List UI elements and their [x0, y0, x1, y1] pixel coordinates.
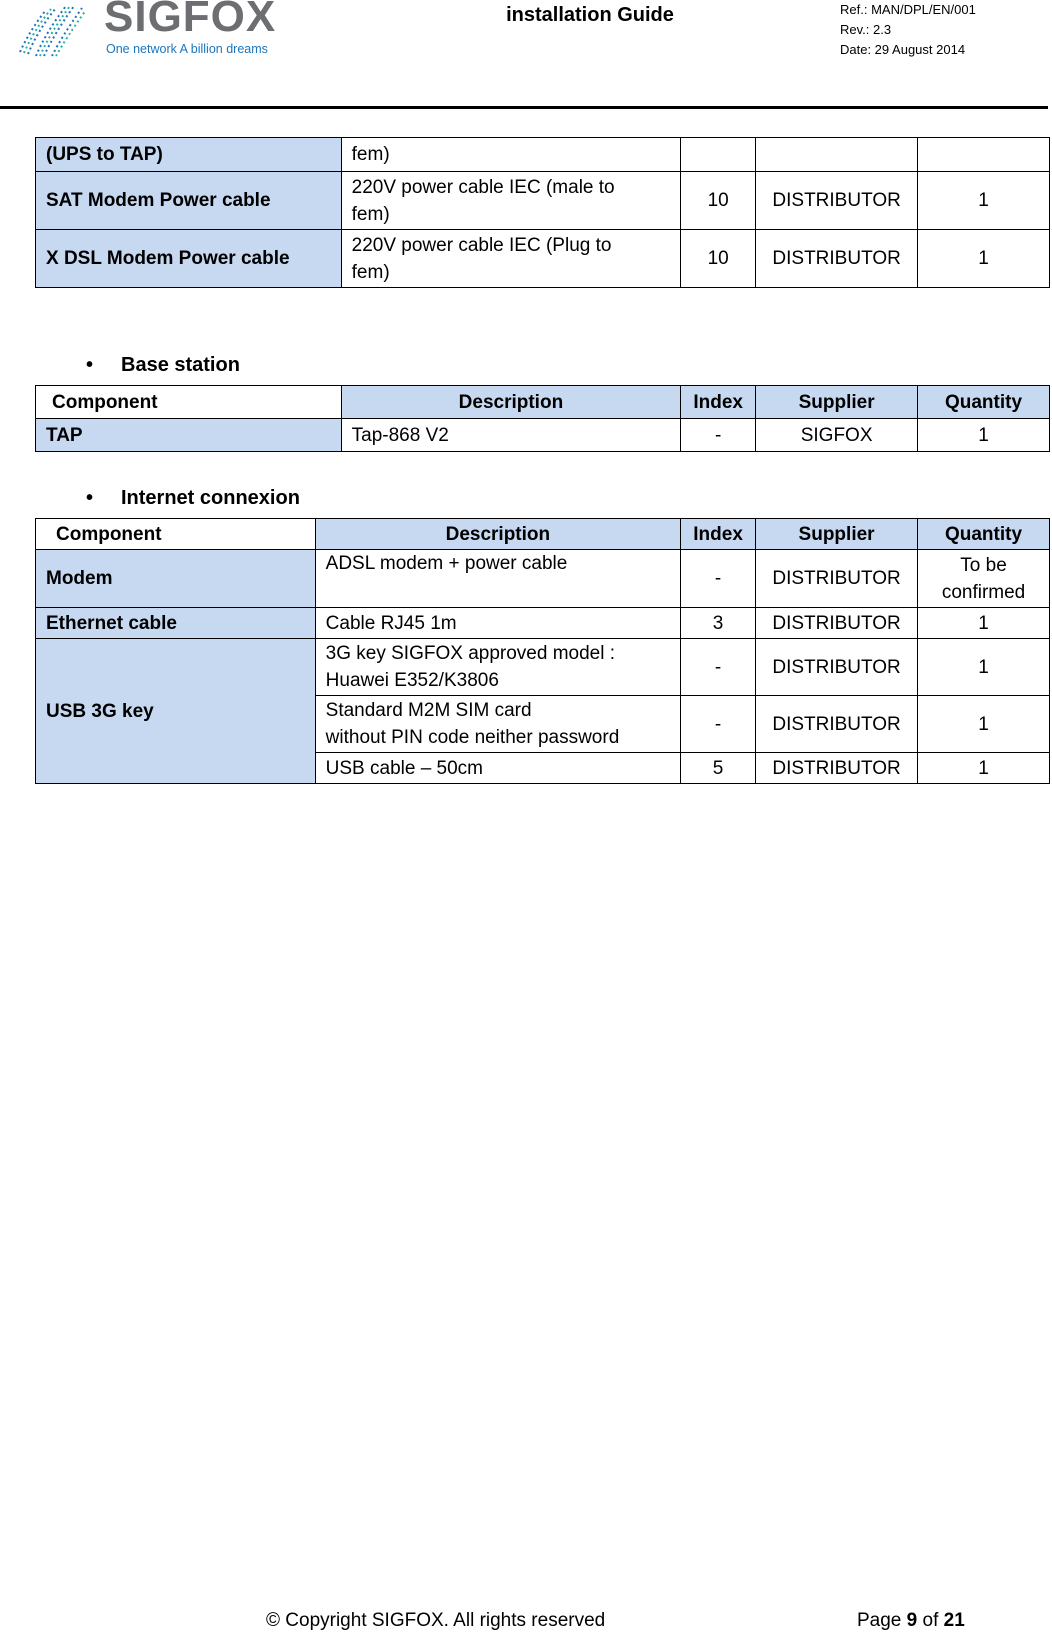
supplier-cell: DISTRIBUTOR: [756, 608, 918, 639]
table-row: [36, 172, 1050, 230]
description-cell: Tap-868 V2: [341, 419, 681, 452]
header-quantity: Quantity: [918, 519, 1050, 550]
section-heading-base-station: [86, 354, 240, 377]
table-row: [36, 550, 1050, 608]
header-description: Description: [341, 386, 681, 419]
table-row: [36, 419, 1050, 452]
description-cell: ADSL modem + power cable: [315, 550, 680, 608]
quantity-cell: 1: [918, 608, 1050, 639]
table-row: [36, 138, 1050, 172]
supplier-cell: DISTRIBUTOR: [756, 753, 918, 784]
description-line: Standard M2M SIM card: [325, 700, 532, 721]
component-cell: Ethernet cable: [36, 608, 316, 639]
description-line: 220V power cable IEC (Plug to: [351, 234, 612, 256]
component-cell: SAT Modem Power cable: [36, 172, 342, 230]
quantity-cell: 1: [918, 230, 1050, 288]
supplier-cell: DISTRIBUTOR: [756, 230, 918, 288]
index-cell: 10: [681, 172, 756, 230]
description-cell: [315, 639, 680, 696]
logo-wordmark: SIGFOX: [104, 0, 277, 41]
description-cell: Cable RJ45 1m: [315, 608, 680, 639]
page-current: 9: [906, 1610, 918, 1631]
index-cell: -: [681, 419, 756, 452]
quantity-cell: 1: [918, 753, 1050, 784]
quantity-line: To be: [960, 554, 1007, 576]
doc-ref: Ref.: MAN/DPL/EN/001: [840, 2, 976, 17]
document-meta: [840, 0, 976, 60]
quantity-line: confirmed: [941, 581, 1026, 603]
page-word: Page: [857, 1610, 902, 1631]
table-row: [36, 639, 1050, 696]
doc-rev: Rev.: 2.3: [840, 22, 892, 37]
header-supplier: Supplier: [756, 519, 918, 550]
component-cell: (UPS to TAP): [36, 138, 342, 172]
sigfox-wave-icon: [16, 0, 96, 58]
section-heading-text: Base station: [121, 354, 240, 376]
supplier-cell: [756, 138, 918, 172]
bullet-icon: •: [86, 487, 94, 509]
description-line: 220V power cable IEC (male to: [351, 176, 615, 198]
of-word: of: [922, 1610, 939, 1631]
index-cell: -: [681, 639, 756, 696]
index-cell: -: [681, 550, 756, 608]
doc-date: Date: 29 August 2014: [840, 42, 966, 57]
index-cell: -: [681, 696, 756, 753]
index-cell: 5: [681, 753, 756, 784]
index-cell: 3: [681, 608, 756, 639]
component-cell: Modem: [36, 550, 316, 608]
header-description: Description: [315, 519, 680, 550]
supplier-cell: DISTRIBUTOR: [756, 172, 918, 230]
page-header: [0, 0, 1052, 110]
table-row: [36, 608, 1050, 639]
footer-copyright: © Copyright SIGFOX. All rights reserved: [266, 1610, 606, 1631]
description-line: Huawei E352/K3806: [325, 670, 499, 691]
table-header-row: [36, 386, 1050, 419]
description-cell: [315, 696, 680, 753]
bullet-icon: •: [86, 354, 94, 376]
header-index: Index: [681, 519, 756, 550]
sigfox-logo: [16, 0, 276, 60]
base-station-table: [35, 385, 1050, 452]
document-title: installation Guide: [506, 4, 674, 26]
header-index: Index: [681, 386, 756, 419]
index-cell: 10: [681, 230, 756, 288]
supplier-cell: SIGFOX: [756, 419, 918, 452]
quantity-cell: 1: [918, 419, 1050, 452]
description-line: without PIN code neither password: [325, 727, 620, 748]
component-cell: X DSL Modem Power cable: [36, 230, 342, 288]
header-quantity: Quantity: [918, 386, 1050, 419]
index-cell: [681, 138, 756, 172]
logo-tagline: One network A billion dreams: [106, 42, 268, 56]
quantity-cell: 1: [918, 172, 1050, 230]
description-line: fem): [351, 203, 390, 225]
supplier-cell: DISTRIBUTOR: [756, 550, 918, 608]
description-cell: USB cable – 50cm: [315, 753, 680, 784]
quantity-cell: 1: [918, 696, 1050, 753]
supplier-cell: DISTRIBUTOR: [756, 639, 918, 696]
description-line: 3G key SIGFOX approved model :: [325, 643, 616, 664]
description-line: fem): [351, 261, 390, 283]
section-heading-internet: [86, 487, 300, 510]
description-cell: [341, 172, 681, 230]
quantity-cell: [918, 138, 1050, 172]
table-row: [36, 230, 1050, 288]
component-cell: USB 3G key: [36, 639, 316, 784]
quantity-cell: [918, 550, 1050, 608]
table-header-row: [36, 519, 1050, 550]
footer-page-number: [857, 1610, 965, 1632]
header-divider: [0, 106, 1048, 109]
supplier-cell: DISTRIBUTOR: [756, 696, 918, 753]
header-component: Component: [36, 386, 342, 419]
header-supplier: Supplier: [756, 386, 918, 419]
description-cell: fem): [341, 138, 681, 172]
description-cell: [341, 230, 681, 288]
component-cell: TAP: [36, 419, 342, 452]
header-component: Component: [36, 519, 316, 550]
quantity-cell: 1: [918, 639, 1050, 696]
power-cable-table: [35, 137, 1050, 288]
internet-connexion-table: [35, 518, 1050, 784]
page-total: 21: [943, 1610, 965, 1631]
section-heading-text: Internet connexion: [121, 487, 300, 509]
